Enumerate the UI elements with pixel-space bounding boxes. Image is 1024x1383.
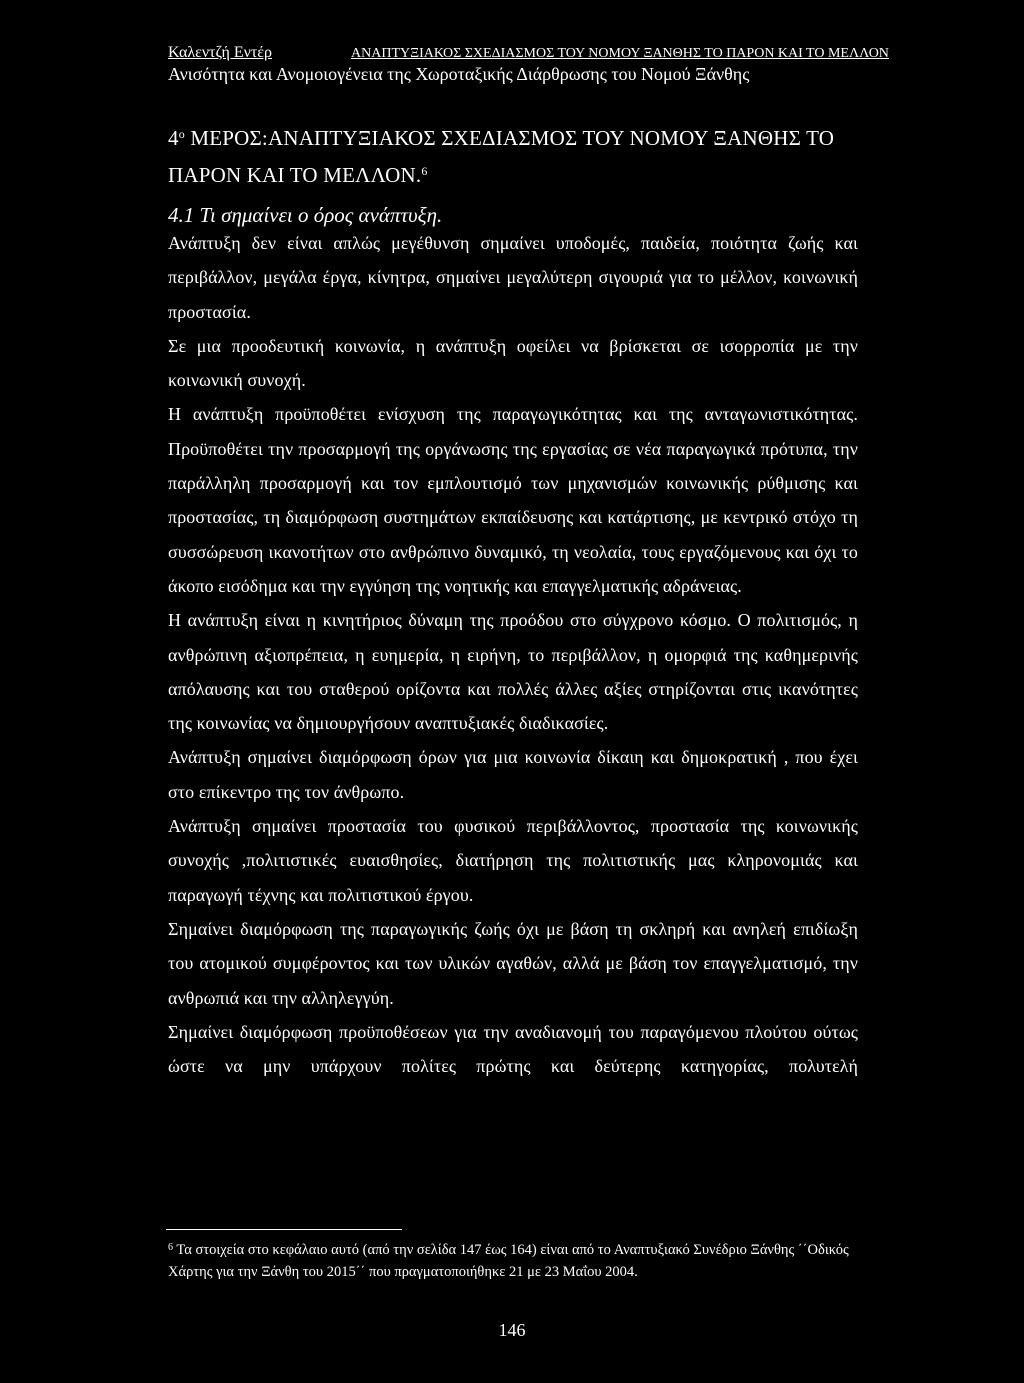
part-number: 4 — [168, 126, 179, 150]
paragraph: Η ανάπτυξη προϋποθέτει ενίσχυση της παραγωγικότητας και της ανταγωνιστικότητας. Προϋποθέτει την προσαρμογή της οργάνωσης της εργασίας σε νέα παραγωγικά πρότυπα, την παράλληλη προσαρμογή και τον εμπλουτισμό των μηχανισμών κοινωνικής ρύθμισης και προστασίας, τη διαμόρφωση συστημάτων εκπαίδευσης και κατάρτισης, με κεντρικό στόχο τη συσσώρευση ικανοτήτων στο ανθρώπινο δυναμικό, τη νεολαία, τους εργαζόμενους και όχι το άκοπο εισόδημα και την εγγύηση της νοητικής και επαγγελματικής αδράνειας. — [168, 404, 858, 596]
paragraph: Σημαίνει διαμόρφωση προϋποθέσεων για την αναδιανομή του παραγόμενου πλούτου ούτως ώστε να μην υπάρχουν πολίτες πρώτης και δεύτερης κατηγορίας, πολυτελή — [168, 1021, 858, 1077]
part-heading — [168, 120, 868, 194]
paragraph: Ανάπτυξη σημαίνει διαμόρφωση όρων για μια κοινωνία δίκαιη και δημοκρατική , που έχει στο επίκεντρο της τον άνθρωπο. — [168, 747, 858, 802]
part-ordinal-mark: ο — [178, 127, 185, 141]
paragraph: Ανάπτυξη σημαίνει προστασία του φυσικού περιβάλλοντος, προστασία της κοινωνικής συνοχής ,πολιτιστικές ευαισθησίες, διατήρηση της πολιτιστικής μας κληρονομιάς και παραγωγή τέχνης και πολιτιστικού έργου. — [168, 816, 858, 905]
paragraph: Σε μια προοδευτική κοινωνία, η ανάπτυξη οφείλει να βρίσκεται σε ισορροπία με την κοινωνική συνοχή. — [168, 335, 858, 391]
paragraph: Ανάπτυξη δεν είναι απλώς μεγέθυνση σημαίνει υποδομές, παιδεία, ποιότητα ζωής και περιβάλλον, μεγάλα έργα, κίνητρα, σημαίνει μεγαλύτερη σιγουριά για το μέλλον, κοινωνική προστασία. — [168, 233, 858, 322]
paragraph: Η ανάπτυξη είναι η κινητήριος δύναμη της προόδου στο σύγχρονο κόσμο. Ο πολιτισμός, η ανθρώπινη αξιοπρέπεια, η ευημερία, η ειρήνη, το περιβάλλον, η ομορφιά της καθημερινής απόλαυσης και του σταθερού ορίζοντα και πολλές άλλες αξίες στηρίζονται στις ικανότητες της κοινωνίας να δημιουργήσουν αναπτυξιακές διαδικασίες. — [168, 610, 858, 734]
footnote — [168, 1239, 858, 1283]
page-number: 146 — [498, 1320, 526, 1340]
paragraph: Σημαίνει διαμόρφωση της παραγωγικής ζωής όχι με βάση τη σκληρή και ανηλεή επιδίωξη του ατομικού συμφέροντος και των υλικών αγαθών, αλλά με βάση τον επαγγελματισμό, την ανθρωπιά και την αλληλεγγύη. — [168, 918, 858, 1008]
part-footnote-ref: 6 — [421, 164, 428, 178]
section-title: 4.1 Τι σημαίνει ο όρος ανάπτυξη. — [168, 203, 443, 227]
footnote-number: 6 — [168, 1242, 173, 1253]
header-subtitle: Ανισότητα και Ανομοιογένεια της Χωροταξικής Διάρθρωσης του Νομού Ξάνθης — [168, 64, 750, 84]
part-title: ΜΕΡΟΣ:ΑΝΑΠΤΥΞΙΑΚΟΣ ΣΧΕΔΙΑΣΜΟΣ ΤΟΥ ΝΟΜΟΥ ΞΑΝΘΗΣ ΤΟ ΠΑΡΟΝ ΚΑΙ ΤΟ ΜΕΛΛΟΝ. — [168, 126, 835, 187]
header-running-title: ΑΝΑΠΤΥΞΙΑΚΟΣ ΣΧΕΔΙΑΣΜΟΣ ΤΟΥ ΝΟΜΟΥ ΞΑΝΘΗΣ ΤΟ ΠΑΡΟΝ ΚΑΙ ΤΟ ΜΕΛΛΟΝ — [351, 46, 889, 61]
header-author: Καλεντζή Εντέρ — [168, 44, 272, 61]
body-text — [168, 226, 858, 1083]
footnote-divider — [166, 1229, 402, 1230]
footnote-text: Τα στοιχεία στο κεφάλαιο αυτό (από την σελίδα 147 έως 164) είναι από το Αναπτυξιακό Συνέδριο Ξάνθης ΄΄Οδικός Χάρτης για την Ξάνθη του 2015΄΄ που πραγματοποιήθηκε 21 με 23 Μαΐου 2004. — [168, 1242, 849, 1280]
